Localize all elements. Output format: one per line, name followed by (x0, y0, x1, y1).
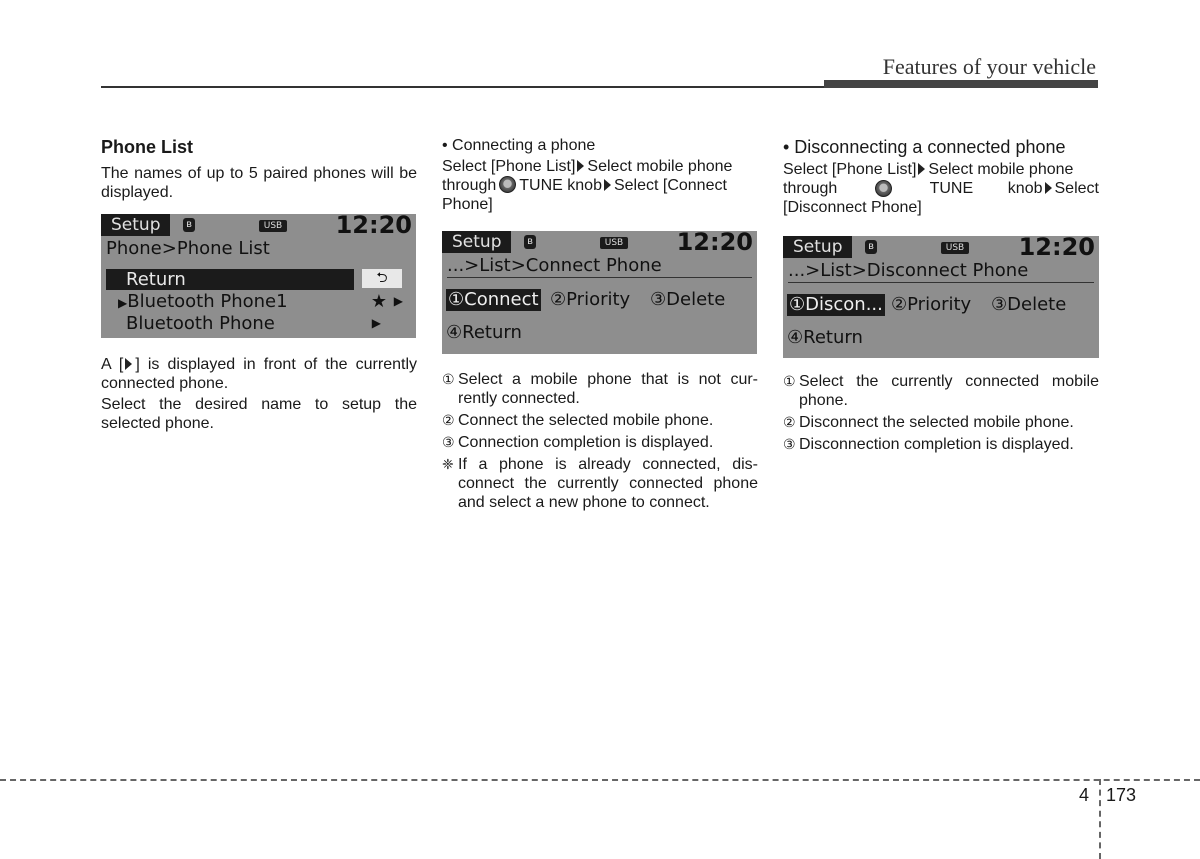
star-icon: ★ (370, 291, 387, 312)
step-number: ② (783, 414, 796, 430)
arrow-right-icon: ▶ (371, 316, 381, 330)
step-number: ③ (783, 436, 796, 452)
step-number: ① (783, 373, 796, 389)
arrow-right-icon (577, 160, 584, 172)
option-priority[interactable]: ②Priority (891, 294, 972, 315)
step-number: ③ (442, 434, 455, 450)
instructions (442, 157, 758, 214)
instr-part: Phone] (442, 196, 493, 213)
step-item (783, 413, 1099, 432)
tune-knob-icon (499, 176, 516, 193)
step-text: Disconnect the selected mobile phone. (799, 414, 1074, 431)
step-item (442, 411, 758, 430)
option-priority[interactable]: ②Priority (550, 289, 631, 310)
clock: 12:20 (676, 231, 753, 256)
clock: 12:20 (1018, 236, 1095, 261)
menu-item-return[interactable] (106, 269, 354, 290)
arrow-right-icon: ▶ (393, 294, 403, 308)
instr-part: TUNE knob (519, 177, 602, 194)
bluetooth-icon: ʙ (183, 218, 195, 232)
connected-note (101, 355, 417, 393)
instr-part: [Disconnect Phone] (783, 199, 922, 216)
instr-part: through (442, 177, 497, 194)
lcd-screen-connect-phone (442, 231, 757, 354)
instr-part: knob (1007, 180, 1043, 197)
chapter-number: 4 (1079, 785, 1090, 805)
setup-label: Setup (783, 236, 852, 258)
usb-icon: USB (941, 242, 969, 254)
option-return[interactable]: ④Return (787, 327, 863, 348)
section-title: • Disconnecting a connected phone (783, 137, 1066, 157)
step-text: Disconnection completion is displayed. (799, 436, 1074, 453)
arrow-right-icon (918, 163, 925, 175)
column-disconnecting (783, 136, 1099, 217)
breadcrumb: ...>List>Connect Phone (447, 255, 752, 278)
option-return[interactable]: ④Return (446, 322, 522, 343)
instr-line (783, 179, 1099, 198)
note-post: ] is displayed in front of the currently connected phone. (101, 356, 417, 392)
instr-part: TUNE (929, 180, 974, 197)
setup-label: Setup (101, 214, 170, 236)
step-number: ❈ (442, 456, 454, 472)
lcd-screen-disconnect-phone (783, 236, 1099, 358)
instr-part: Select (1054, 180, 1099, 197)
step-item (442, 370, 758, 408)
instr-part: Select mobile phone (928, 161, 1074, 178)
menu-item-label: Return (126, 269, 186, 290)
section-title: • Connecting a phone (442, 137, 596, 154)
column-connecting (442, 136, 758, 214)
clock: 12:20 (335, 214, 412, 239)
page-number-divider (1099, 779, 1101, 859)
note-pre: A [ (101, 356, 124, 373)
arrow-right-icon (604, 179, 611, 191)
step-text: Select the currently connected mobile phone. (799, 373, 1099, 409)
breadcrumb: Phone>Phone List (106, 238, 270, 259)
bluetooth-icon: ʙ (865, 240, 877, 254)
menu-item-label: Bluetooth Phone (126, 313, 275, 334)
step-text: Connection completion is displayed. (458, 434, 714, 451)
option-disconnect[interactable]: ①Discon... (789, 294, 883, 315)
column-disconnecting-steps (783, 372, 1099, 457)
breadcrumb: ...>List>Disconnect Phone (788, 260, 1094, 283)
step-item (442, 433, 758, 452)
footer-divider (0, 779, 1200, 781)
step-item (783, 435, 1099, 454)
instr-part: Select [Phone List] (442, 158, 576, 175)
menu-item-label: Bluetooth Phone1 (127, 291, 288, 312)
column-connecting-steps (442, 370, 758, 515)
select-note: Select the desired name to setup the selected phone. (101, 396, 417, 432)
bluetooth-icon: ʙ (524, 235, 536, 249)
intro-text: The names of up to 5 paired phones will be displayed. (101, 165, 417, 201)
usb-icon: USB (600, 237, 628, 249)
step-text: If a phone is already connected, dis-connect the currently connected phone and select a new phone to connect. (458, 456, 758, 511)
instr-group (1008, 179, 1099, 198)
arrow-right-icon (125, 358, 132, 370)
option-delete[interactable]: ③Delete (650, 289, 726, 310)
instr-part: Select mobile phone (587, 158, 733, 175)
back-arrow-icon[interactable]: ⮌ (362, 269, 402, 288)
menu-item-bluetooth-phone[interactable] (106, 313, 411, 334)
column-phone-list (101, 136, 417, 202)
step-number: ① (442, 371, 455, 387)
step-item (783, 372, 1099, 410)
option-connect[interactable]: ①Connect (448, 289, 539, 310)
instructions (783, 160, 1099, 217)
header-rule-accent (824, 80, 1098, 88)
step-text: Select a mobile phone that is not cur-rently connected. (458, 371, 758, 407)
arrow-right-icon (1045, 182, 1052, 194)
usb-icon: USB (259, 220, 287, 232)
header-rule (101, 86, 824, 88)
section-heading: Phone List (101, 137, 194, 157)
connected-arrow-icon: ▶ (118, 296, 128, 310)
tune-knob-icon (875, 180, 892, 197)
option-delete[interactable]: ③Delete (991, 294, 1067, 315)
page-number: 173 (1106, 785, 1137, 805)
page-header-title: Features of your vehicle (882, 54, 1096, 79)
lcd-screen-phone-list (101, 214, 416, 338)
column-phone-list-notes (101, 355, 417, 433)
instr-part: Select [Phone List] (783, 161, 917, 178)
instr-part: Select [Connect (613, 177, 727, 194)
instr-part: through (783, 180, 838, 197)
setup-label: Setup (442, 231, 511, 253)
step-number: ② (442, 412, 455, 428)
step-text: Connect the selected mobile phone. (458, 412, 714, 429)
menu-item-bluetooth-phone1[interactable] (106, 291, 411, 312)
step-item (442, 455, 758, 512)
